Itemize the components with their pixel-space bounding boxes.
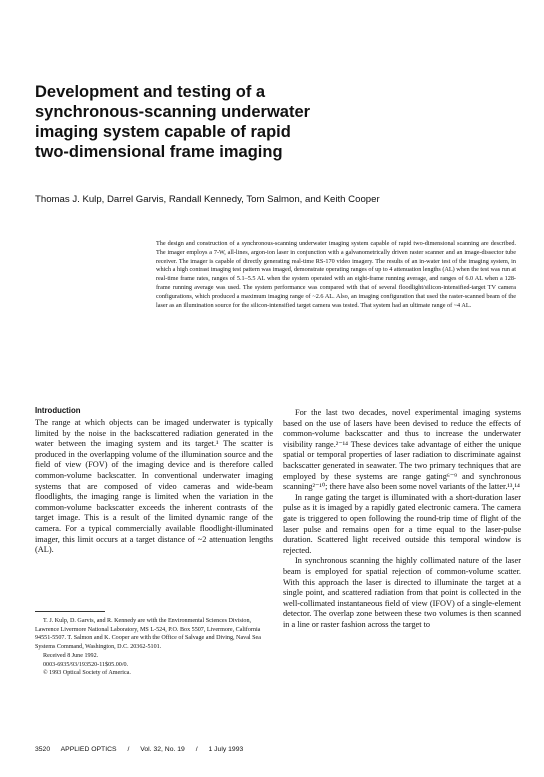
journal-volume: Vol. 32, No. 19 <box>140 746 185 753</box>
right-column <box>283 408 521 630</box>
footnote-affiliation: T. J. Kulp, D. Garvis, and R. Kennedy are with the Environmental Sciences Division, Lawrence Livermore National Laboratory, MS L-524, P.O. Box 5507, Livermore, California 94551-5507. T. Salmon and K. Cooper are with the Office of Salvage and Diving, Naval Sea Systems Command, Washington, D.C. 20362-5101. <box>35 618 261 651</box>
body-paragraph: In synchronous scanning the highly collimated nature of the laser beam is employed for spatial rejection of common-volume scatter. With this approach the laser is directed to illuminate the target at a single point, and scattered radiation from that point is collected in the well-collimated instantaneous field of view (IFOV) of a single-element detector. The overlap zone between these two volumes is then scanned in a line or raster fashion across the target to <box>283 556 521 629</box>
footer-separator: / <box>127 746 130 753</box>
title-line: Development and testing of a <box>35 83 266 101</box>
abstract: The design and construction of a synchronous-scanning underwater imaging system capable of rapid two-dimensional scanning are described. The imager employs a 7-W, all-lines, argon-ion laser in conjunction with a galvanometrically driven raster scanner and an image-dissector tube receiver. The imager is capable of directly generating real-time RS-170 video imagery. The results of an in-water test of the imaging system, in which a high contrast imaging test pattern was imaged, demonstrate operating ranges of up to 4 attenuation lengths (AL) when the test was run at real-time frame rates, ranges of 5.1–5.5 AL when the system operated with an eight-frame running average, and ranges of 6.0 AL when a 128-frame running average was used. The system performance was compared with that of several floodlight/silicon-intensified-target TV camera configurations, which produced a maximum imaging range of ~2.6 AL. Also, an imaging configuration that used the raster-scanned beam of the laser as an illumination source for the silicon-intensified target camera was tested. That system had an ultimate range of ~4 AL. <box>156 240 516 309</box>
footnote-copyright: © 1993 Optical Society of America. <box>43 670 131 677</box>
page-footer <box>35 746 252 753</box>
journal-name: APPLIED OPTICS <box>60 746 117 753</box>
page-number: 3520 <box>35 746 51 753</box>
body-paragraph: The range at which objects can be imaged underwater is typically limited by the noise in the backscattered radiation generated in the water between the imaging system and its target.¹ The scatter is produced in the overlapping volume of the illumination source and the field of view (FOV) of the imaging device and is therefore called common-volume backscatter. In conventional underwater imaging systems that are composed of video cameras and wide-beam floodlights, the imaging range is limited when the variation in the common-volume backscatter exceeds the inherent contrasts of the target image. This is a result of the limited dynamic range of the camera. For a typical commercially available floodlight-illuminated imager, this limit occurs at a target distance of ~2 attenuation lengths (AL). <box>35 418 273 555</box>
footnote-received: Received 8 June 1992. <box>43 652 99 659</box>
title-line: two-dimensional frame imaging <box>35 143 283 161</box>
body-paragraph: For the last two decades, novel experimental imaging systems based on the use of lasers have been devised to reduce the effects of common-volume backscatter and thus to increase the underwater visibility range.²⁻¹⁴ These devices take advantage of either the unique spatial or temporal properties of laser radiation to discriminate against backscatter generated in seawater. The two primary techniques that are employed by these systems are range gating⁶⁻⁹ and synchronous scanning²⁻¹⁰; there have also been some novel variants of the latter.¹³,¹⁴ <box>283 408 521 492</box>
footnote-code: 0003-6935/93/193520-11$05.00/0. <box>43 661 129 668</box>
footer-separator: / <box>195 746 198 753</box>
section-heading-introduction: Introduction <box>35 406 81 415</box>
body-paragraph: In range gating the target is illuminated with a short-duration laser pulse as it is imaged by a rapidly gated electronic camera. The camera gate is triggered to open following the round-trip time of flight of the laser pulse and remains open for a time equal to the laser-pulse duration. Scattered light received outside this temporal window is rejected. <box>283 492 521 555</box>
left-column <box>35 418 273 556</box>
title-line: imaging system capable of rapid <box>35 123 291 141</box>
title-line: synchronous-scanning underwater <box>35 103 311 121</box>
journal-date: 1 July 1993 <box>208 746 244 753</box>
footnote-block <box>35 617 273 678</box>
footnote-divider <box>35 611 105 612</box>
author-list: Thomas J. Kulp, Darrel Garvis, Randall Kennedy, Tom Salmon, and Keith Cooper <box>35 194 380 205</box>
paper-title <box>35 82 335 162</box>
